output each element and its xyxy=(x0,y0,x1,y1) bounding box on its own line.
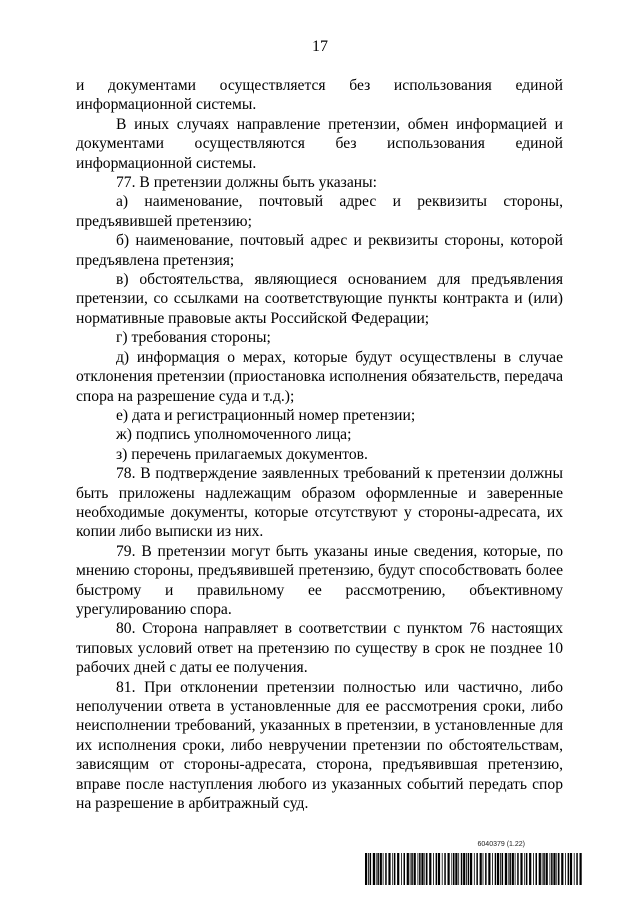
barcode-bar xyxy=(410,853,411,885)
barcode-icon xyxy=(365,853,585,885)
paragraph: е) дата и регистрационный номер претензии; xyxy=(116,406,416,424)
barcode-bar xyxy=(558,853,560,885)
barcode-bar xyxy=(419,853,421,885)
barcode-bar xyxy=(397,853,399,885)
paragraph: 77. В претензии должны быть указаны: xyxy=(116,174,377,192)
barcode-bar xyxy=(512,853,514,885)
barcode-bar xyxy=(436,853,438,885)
barcode-bar xyxy=(542,853,543,885)
barcode-bar xyxy=(377,853,379,885)
barcode-bar xyxy=(448,853,450,885)
barcode-bar xyxy=(442,853,443,885)
barcode-bar xyxy=(411,853,413,885)
barcode-bar xyxy=(385,853,387,885)
barcode-bar xyxy=(455,853,457,885)
barcode-bar xyxy=(505,853,507,885)
barcode-bar xyxy=(550,853,551,885)
barcode-bar xyxy=(480,853,482,885)
barcode-bar xyxy=(539,853,541,885)
barcode-bar xyxy=(551,853,553,885)
barcode-bar xyxy=(463,853,465,885)
barcode-bar xyxy=(392,853,393,885)
paragraph: в) обстоятельства, являющиеся основанием для предъявления претензии, со ссылками на соответствующие пункты контракта и (или) нормативные правовые акты Российской Федерации; xyxy=(76,271,563,327)
barcode-bar xyxy=(376,853,377,885)
barcode-bar xyxy=(515,853,516,885)
stamp-code: 6040379 (1.22) xyxy=(477,841,525,848)
barcode-bar xyxy=(451,853,452,885)
barcode-bar xyxy=(580,853,582,885)
paragraph: 78. В подтверждение заявленных требований к претензии должны быть приложены надлежащим образом оформленные и заверенные необходимые документы, которые отсутствуют у стороны-адресата, их копии либо выписки из них. xyxy=(76,465,563,541)
paragraph: В иных случаях направление претензии, обмен информацией и документами осуществляются без использования единой информационной системы. xyxy=(76,115,563,172)
barcode-bar xyxy=(424,853,425,885)
barcode-bar xyxy=(509,853,511,885)
barcode-bar xyxy=(495,853,497,885)
paragraph: г) требования стороны; xyxy=(116,329,271,347)
barcode-bar xyxy=(574,853,575,885)
barcode-bar xyxy=(383,853,384,885)
barcode-bar xyxy=(453,853,455,885)
barcode-bar xyxy=(394,853,396,885)
barcode-bar xyxy=(492,853,493,885)
page-number: 17 xyxy=(312,38,328,55)
barcode-bar xyxy=(565,853,566,885)
paragraph: и документами осуществляется без использования единой информационной системы. xyxy=(76,77,563,114)
barcode-bar xyxy=(429,853,431,885)
barcode-bar xyxy=(485,853,487,885)
barcode-bar xyxy=(468,853,470,885)
barcode-bar xyxy=(561,853,563,885)
barcode-bar xyxy=(533,853,534,885)
barcode-bar xyxy=(476,853,478,885)
barcode-bar xyxy=(444,853,446,885)
barcode-bar xyxy=(570,853,572,885)
document-body xyxy=(76,76,563,813)
barcode-bar xyxy=(433,853,434,885)
barcode-bar xyxy=(536,853,538,885)
barcode-bar xyxy=(368,853,369,885)
barcode-bar xyxy=(421,853,423,885)
barcode-bar xyxy=(508,853,509,885)
barcode-bar xyxy=(520,853,522,885)
barcode-bar xyxy=(418,853,419,885)
paragraph: д) информация о мерах, которые будут осуществлены в случае отклонения претензии (приостановка исполнения обязательств, передача спора на разрешение суда и т.д.); xyxy=(76,348,563,405)
barcode-bar xyxy=(529,853,531,885)
barcode-bar xyxy=(470,853,472,885)
barcode-bar xyxy=(543,853,545,885)
barcode-bar xyxy=(365,853,367,885)
barcode-bar xyxy=(407,853,409,885)
barcode-bar xyxy=(483,853,484,885)
barcode-bar xyxy=(373,853,375,885)
barcode-bar xyxy=(461,853,463,885)
barcode-bar xyxy=(474,853,475,885)
paragraph: ж) подпись уполномоченного лица; xyxy=(116,426,352,444)
barcode-bar xyxy=(497,853,499,885)
barcode-bar xyxy=(466,853,467,885)
barcode-bar xyxy=(546,853,548,885)
paragraph: з) перечень прилагаемых документов. xyxy=(116,445,368,463)
paragraph: 80. Сторона направляет в соответствии с пунктом 76 настоящих типовых условий ответ на претензию по существу в срок не позднее 10 рабочих дней с даты ее получения. xyxy=(76,620,563,677)
barcode-bar xyxy=(568,853,570,885)
barcode-bar xyxy=(426,853,428,885)
barcode-bar xyxy=(517,853,519,885)
barcode-bar xyxy=(370,853,372,885)
barcode-bar xyxy=(553,853,555,885)
barcode-bar xyxy=(404,853,406,885)
barcode-bar xyxy=(500,853,501,885)
barcode-bar xyxy=(380,853,382,885)
barcode-bar xyxy=(458,853,459,885)
barcode-bar xyxy=(502,853,504,885)
barcode-bar xyxy=(526,853,528,885)
paragraph: б) наименование, почтовый адрес и реквизиты стороны, которой предъявлена претензия; xyxy=(76,232,563,269)
barcode-bar xyxy=(556,853,557,885)
document-stamp xyxy=(365,841,585,885)
barcode-bar xyxy=(438,853,440,885)
barcode-bar xyxy=(414,853,416,885)
barcode-bar xyxy=(576,853,578,885)
paragraph: 79. В претензии могут быть указаны иные сведения, которые, по мнению стороны, предъявившей претензию, будут способствовать более быстрому и правильному ее рассмотрению, объективному урегулированию спора. xyxy=(76,542,563,618)
barcode-bar xyxy=(401,853,402,885)
barcode-bar xyxy=(524,853,525,885)
paragraph: а) наименование, почтовый адрес и реквизиты стороны, предъявившей претензию; xyxy=(76,193,563,230)
barcode-bar xyxy=(388,853,390,885)
paragraph: 81. При отклонении претензии полностью или частично, либо неполучении ответа в установленные для ее рассмотрения сроки, либо неисполнении требований, указанных в претензии, в установленные для их исполнения сроки, либо неврyчении претензии по обстоятельствам, зависящим от стороны-адресата, сторона, предъявившая претензию, вправе после наступления любого из указанных событий передать спор на разрешение в арбитражный суд. xyxy=(76,678,563,813)
barcode-bar xyxy=(488,853,490,885)
